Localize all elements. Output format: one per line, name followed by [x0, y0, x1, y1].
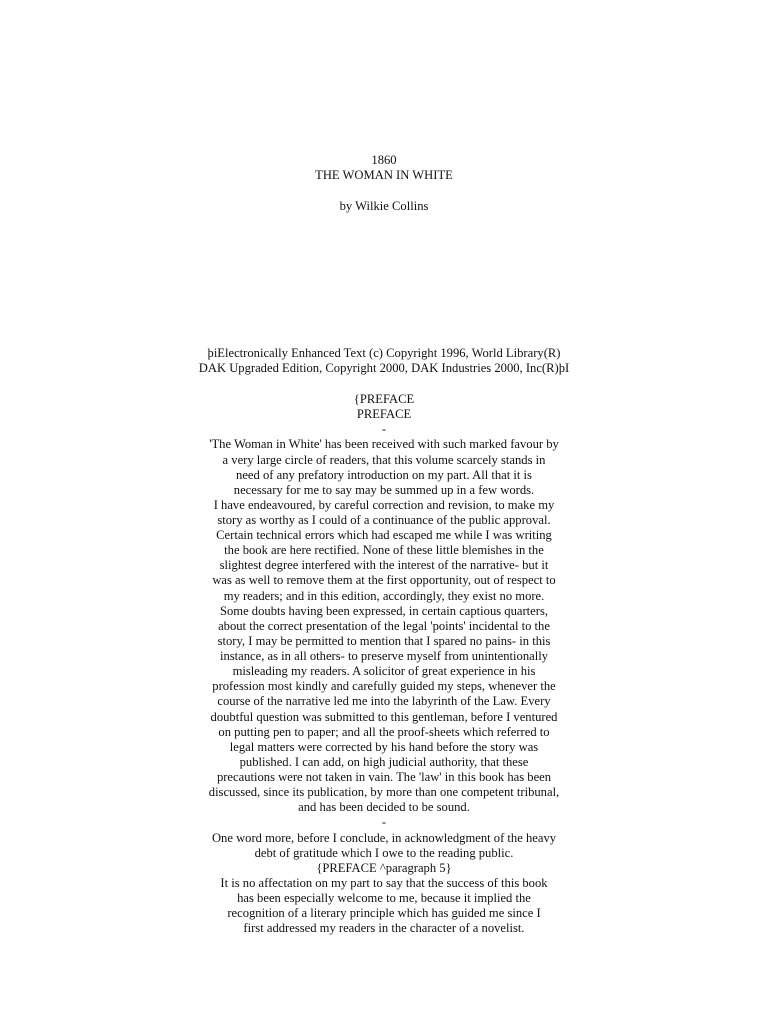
author-byline: by Wilkie Collins	[339, 199, 429, 213]
preface-line: discussed, since its publication, by more than one competent tribunal,	[208, 785, 560, 800]
preface-line: recognition of a literary principle which has guided me since I	[227, 906, 541, 921]
preface-line: necessary for me to say may be summed up in a few words.	[233, 482, 535, 497]
preface-line: a very large circle of readers, that this volume scarcely stands in	[222, 452, 546, 467]
preface-line: first addressed my readers in the character of a novelist.	[243, 921, 525, 936]
preface-line: It is no affectation on my part to say that the success of this book	[220, 875, 548, 890]
preface-line: about the correct presentation of the legal 'points' incidental to the	[218, 618, 550, 633]
preface-line: misleading my readers. A solicitor of great experience in his	[232, 664, 536, 679]
preface-line: was as well to remove them at the first opportunity, out of respect to	[212, 573, 556, 588]
preface-line: story, I may be permitted to mention that I spared no pains- in this	[217, 633, 551, 648]
preface-line: on putting pen to paper; and all the proof-sheets which referred to	[218, 724, 550, 739]
copyright-line: DAK Upgraded Edition, Copyright 2000, DAK Industries 2000, Inc(R)þI	[198, 361, 570, 375]
preface-line: Some doubts having been expressed, in certain captious quarters,	[219, 603, 549, 618]
preface-line: slightest degree interfered with the interest of the narrative- but it	[219, 558, 549, 573]
preface-line: -	[381, 422, 387, 437]
preface-line: {PREFACE	[353, 392, 415, 406]
preface-line: precautions were not taken in vain. The 'law' in this book has been	[216, 770, 552, 784]
preface-line: -	[381, 815, 387, 830]
preface-line: need of any prefatory introduction on my part. All that it is	[236, 467, 532, 482]
preface-line: the book are here rectified. None of these little blemishes in the	[224, 543, 544, 558]
preface-line: has been especially welcome to me, because it implied the	[237, 891, 531, 905]
preface-line: my readers; and in this edition, accordingly, they exist no more.	[223, 588, 545, 603]
preface-line: published. I can add, on high judicial authority, that these	[239, 754, 529, 769]
preface-line: legal matters were corrected by his hand before the story was	[229, 739, 539, 754]
preface-line: and has been decided to be sound.	[298, 800, 470, 815]
preface-line: 'The Woman in White' has been received with such marked favour by	[209, 437, 559, 452]
copyright-line: þiElectronically Enhanced Text (c) Copyright 1996, World Library(R)	[207, 346, 561, 360]
book-title: THE WOMAN IN WHITE	[315, 168, 453, 182]
preface-line: doubtful question was submitted to this gentleman, before I ventured	[210, 709, 558, 724]
preface-line: profession most kindly and carefully guided my steps, whenever the	[212, 679, 556, 694]
preface-line: Certain technical errors which had escaped me while I was writing	[216, 528, 552, 543]
preface-line: One word more, before I conclude, in acknowledgment of the heavy	[211, 830, 557, 845]
publication-year: 1860	[371, 153, 397, 167]
preface-line: I have endeavoured, by careful correction and revision, to make my	[213, 497, 555, 512]
preface-line: story as worthy as I could of a continuance of the public approval.	[217, 513, 551, 527]
preface-line: PREFACE	[356, 407, 412, 422]
preface-line: debt of gratitude which I owe to the reading public.	[254, 845, 514, 860]
preface-line: course of the narrative led me into the labyrinth of the Law. Every	[217, 694, 551, 709]
preface-line: {PREFACE ^paragraph 5}	[316, 860, 452, 875]
preface-line: instance, as in all others- to preserve myself from unintentionally	[219, 649, 549, 663]
